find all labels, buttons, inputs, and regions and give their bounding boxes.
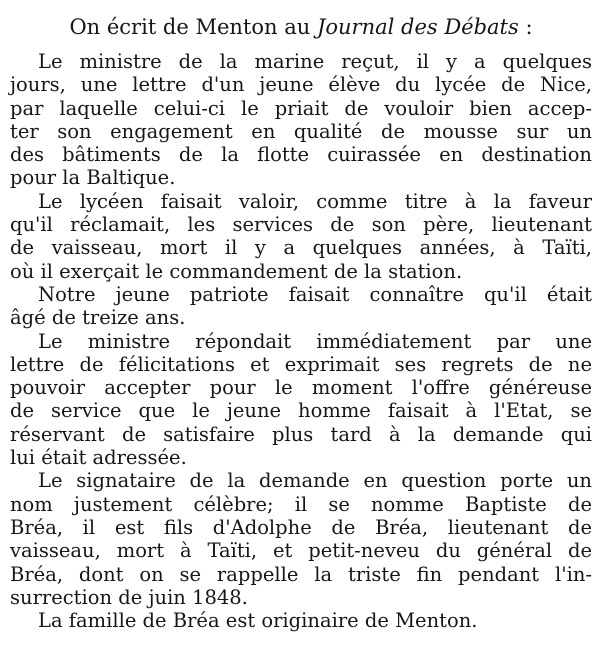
article-body [10,50,592,632]
text-line: des bâtiments de la flotte cuirassée en destination [10,143,592,167]
text-line: où il exerçait le commandement de la station. [10,259,463,283]
text-line: Notre jeune patriote faisait connaître qu'il était [38,282,592,306]
paragraph [10,190,592,283]
text-line: jours, une lettre d'un jeune élève du lycée de Nice, [10,73,592,97]
text-line: par laquelle celui-ci le priait de vouloir bien accep- [10,96,592,120]
text-line: de vaisseau, mort il y a quelques années, à Taïti, [10,236,592,260]
title-suffix: : [518,15,533,39]
title-prefix: On écrit de Menton au [69,15,317,39]
text-line: pouvoir accepter pour le moment l'offre généreuse [10,376,592,400]
text-line: ter son engagement en qualité de mousse sur un [10,119,592,143]
paragraph [10,330,592,470]
paragraph [10,469,592,609]
text-line: Le lycéen faisait valoir, comme titre à la faveur [38,189,592,213]
text-line: de service que le jeune homme faisait à l'Etat, se [10,399,592,423]
paragraph [10,609,592,632]
text-line: Le ministre répondait immédiatement par une [38,329,592,353]
text-line: âgé de treize ans. [10,306,186,330]
text-line: Le signataire de la demande en question porte un [38,469,592,493]
text-line: lui était adressée. [10,446,187,470]
text-line: La famille de Bréa est originaire de Menton. [38,609,478,633]
text-line: qu'il réclamait, les services de son père, lieutenant [10,213,592,237]
paragraph [10,283,592,330]
journal-name: Journal des Débats [316,15,519,39]
text-line: réservant de satisfaire plus tard à la demande qui [10,422,592,446]
text-line: Bréa, dont on se rappelle la triste fin pendant l'in- [10,562,592,586]
article-title [10,14,592,40]
text-line: surrection de juin 1848. [10,585,248,609]
text-line: nom justement célèbre; il se nomme Baptiste de [10,492,592,516]
paragraph [10,50,592,190]
text-line: lettre de félicitations et exprimait ses regrets de ne [10,352,592,376]
text-line: Le ministre de la marine reçut, il y a quelques [38,50,592,73]
text-line: pour la Baltique. [10,166,176,190]
text-line: Bréa, il est fils d'Adolphe de Bréa, lieutenant de [10,515,592,539]
text-line: vaisseau, mort à Taïti, et petit-neveu du général de [10,539,592,563]
